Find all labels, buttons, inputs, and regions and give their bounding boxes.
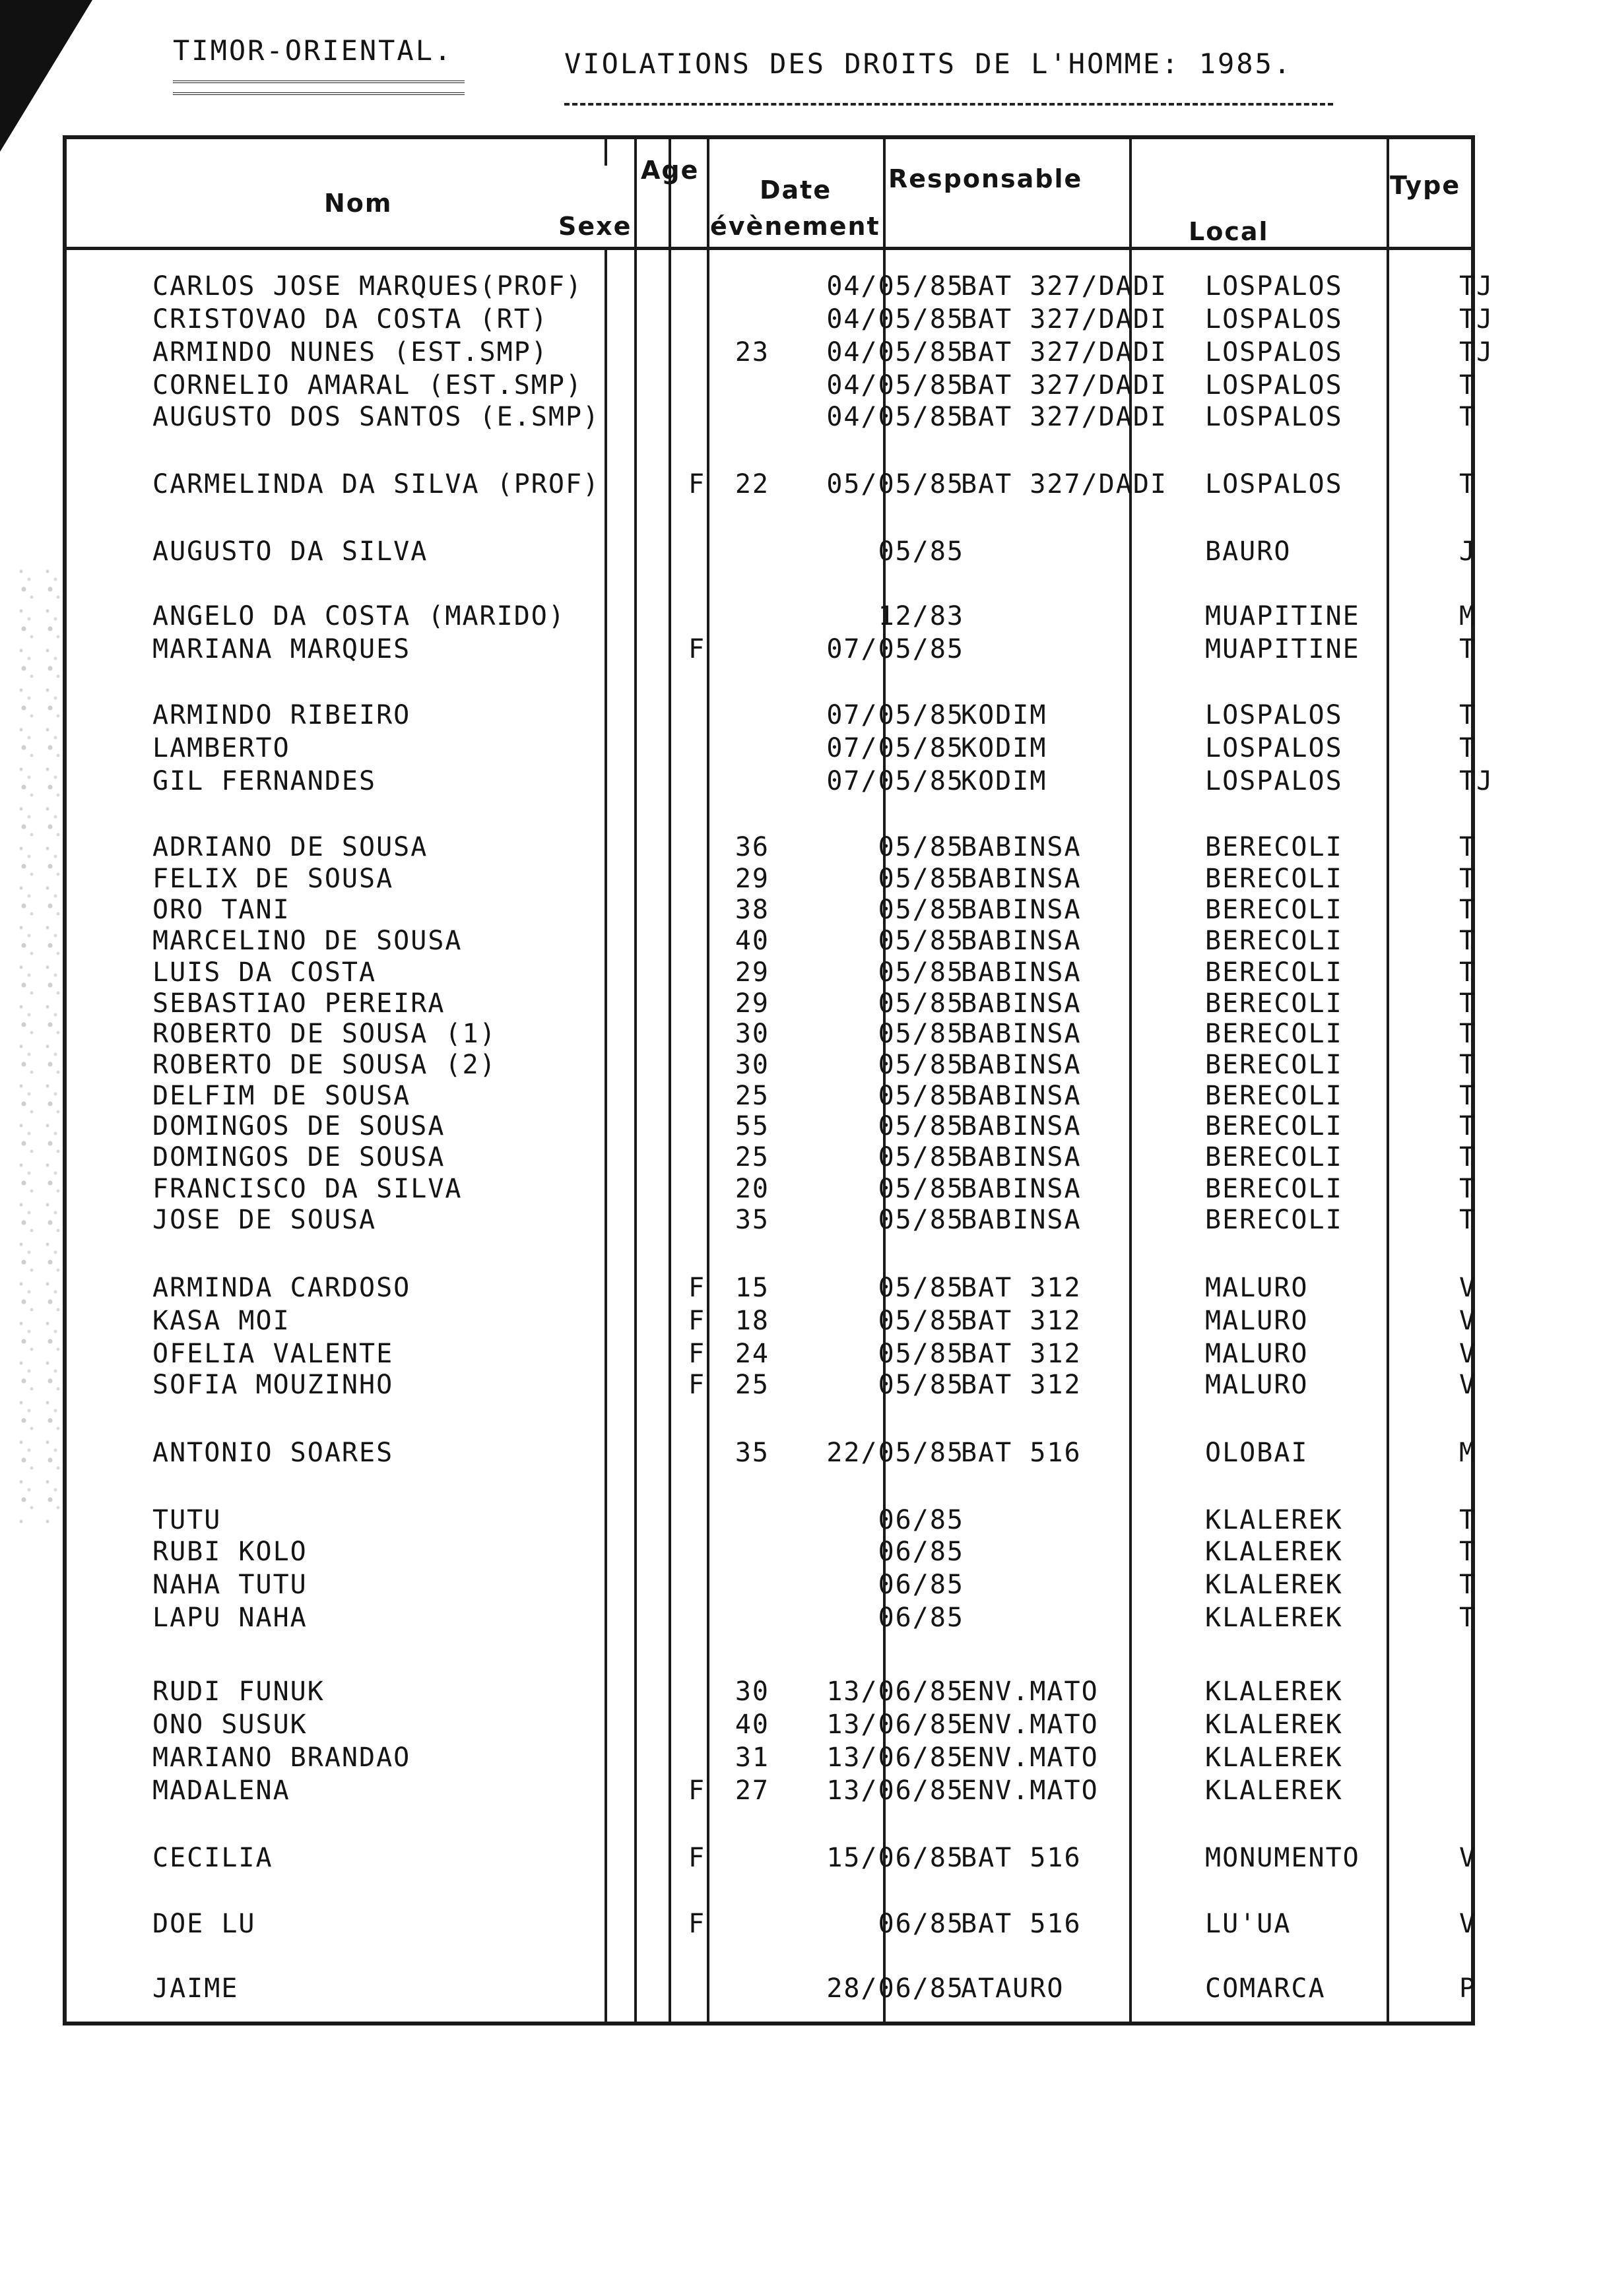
cell-date: 05/85 (878, 1306, 964, 1336)
cell-nom: LAMBERTO (152, 733, 290, 763)
cell-resp: KODIM (961, 733, 1047, 763)
cell-nom: JOSE DE SOUSA (152, 1205, 377, 1235)
cell-date: 13/06/85 (826, 1676, 964, 1707)
cell-nom: ONO SUSUK (152, 1709, 308, 1740)
table-row (67, 271, 1494, 304)
cell-age: 18 (735, 1306, 770, 1336)
cell-sexe: F (688, 1843, 706, 1873)
cell-local: KLALEREK (1205, 1505, 1343, 1535)
cell-type: M (1459, 601, 1477, 631)
table-row (67, 370, 1477, 403)
cell-type: T (1459, 733, 1477, 763)
scan-corner-mark (0, 0, 92, 152)
cell-local: BERECOLI (1205, 1205, 1343, 1235)
cell-local: COMARCA (1205, 1973, 1326, 2004)
cell-resp: ENV.MATO (961, 1676, 1099, 1707)
cell-local: MALURO (1205, 1339, 1309, 1369)
cell-local: KLALEREK (1205, 1742, 1343, 1773)
cell-nom: JAIME (152, 1973, 239, 2004)
cell-local: OLOBAI (1205, 1438, 1309, 1468)
cell-type: V (1459, 1909, 1477, 1939)
cell-local: BERECOLI (1205, 1019, 1343, 1049)
cell-date: 06/85 (878, 1570, 964, 1600)
cell-age: 23 (735, 337, 770, 367)
table-row (67, 1339, 1477, 1372)
cell-date: 06/85 (878, 1603, 964, 1633)
cell-local: MALURO (1205, 1370, 1309, 1400)
cell-age: 25 (735, 1142, 770, 1172)
cell-nom: NAHA TUTU (152, 1570, 308, 1600)
scan-noise (13, 567, 66, 1524)
table-row (67, 634, 1477, 667)
cell-resp: ATAURO (961, 1973, 1065, 2004)
table-row (67, 1505, 1477, 1538)
cell-local: BERECOLI (1205, 864, 1343, 894)
cell-nom: ANGELO DA COSTA (MARIDO) (152, 601, 566, 631)
header-age: Age (641, 156, 700, 185)
table-row (67, 1050, 1477, 1083)
cell-nom: MADALENA (152, 1775, 290, 1806)
cell-age: 36 (735, 832, 770, 862)
cell-nom: DOMINGOS DE SOUSA (152, 1142, 445, 1172)
cell-resp: BABINSA (961, 1111, 1082, 1141)
cell-nom: MARIANO BRANDAO (152, 1742, 411, 1773)
table-row (67, 601, 1477, 634)
table-row (67, 832, 1477, 865)
cell-nom: ROBERTO DE SOUSA (2) (152, 1050, 497, 1080)
cell-resp: BAT 312 (961, 1306, 1082, 1336)
cell-age: 25 (735, 1081, 770, 1111)
cell-age: 29 (735, 864, 770, 894)
cell-nom: ROBERTO DE SOUSA (1) (152, 1019, 497, 1049)
cell-type: T (1459, 1603, 1477, 1633)
cell-local: BERECOLI (1205, 1174, 1343, 1204)
cell-date: 28/06/85 (826, 1973, 964, 2004)
cell-local: MALURO (1205, 1306, 1309, 1336)
cell-resp: BABINSA (961, 1174, 1082, 1204)
cell-date: 04/05/85 (826, 402, 964, 432)
cell-local: BERECOLI (1205, 895, 1343, 925)
cell-type: T (1459, 1111, 1477, 1141)
table-row (67, 733, 1477, 766)
cell-type: T (1459, 864, 1477, 894)
cell-nom: RUBI KOLO (152, 1537, 308, 1567)
cell-nom: OFELIA VALENTE (152, 1339, 394, 1369)
cell-age: 22 (735, 469, 770, 499)
table-row (67, 1174, 1477, 1207)
cell-local: LOSPALOS (1205, 766, 1343, 796)
table-row (67, 957, 1477, 990)
cell-sexe: F (688, 469, 706, 499)
cell-resp: KODIM (961, 700, 1047, 730)
cell-resp: BABINSA (961, 1019, 1082, 1049)
cell-type: TJ (1459, 271, 1494, 302)
cell-type: TJ (1459, 304, 1494, 335)
cell-nom: ADRIANO DE SOUSA (152, 832, 428, 862)
header-nom: Nom (324, 189, 393, 218)
cell-resp: ENV.MATO (961, 1709, 1099, 1740)
cell-nom: FELIX DE SOUSA (152, 864, 394, 894)
cell-age: 24 (735, 1339, 770, 1369)
cell-sexe: F (688, 1273, 706, 1303)
cell-type: T (1459, 1205, 1477, 1235)
cell-date: 04/05/85 (826, 337, 964, 367)
cell-resp: ENV.MATO (961, 1742, 1099, 1773)
cell-type: T (1459, 1019, 1477, 1049)
cell-type: V (1459, 1370, 1477, 1400)
cell-date: 05/05/85 (826, 469, 964, 499)
table-row (67, 700, 1477, 733)
cell-resp: BABINSA (961, 1205, 1082, 1235)
table-row (67, 536, 1477, 569)
cell-type: T (1459, 988, 1477, 1019)
cell-sexe: F (688, 1306, 706, 1336)
table-row (67, 988, 1477, 1021)
table-row (67, 1537, 1477, 1570)
cell-date: 06/85 (878, 1505, 964, 1535)
table-row (67, 1603, 1477, 1636)
header-responsable: Responsable (888, 164, 1083, 193)
cell-age: 30 (735, 1019, 770, 1049)
cell-resp: KODIM (961, 766, 1047, 796)
cell-local: MALURO (1205, 1273, 1309, 1303)
cell-sexe: F (688, 634, 706, 664)
cell-date: 04/05/85 (826, 370, 964, 400)
cell-sexe: F (688, 1775, 706, 1806)
cell-type: T (1459, 700, 1477, 730)
cell-resp: BABINSA (961, 988, 1082, 1019)
cell-local: KLALEREK (1205, 1537, 1343, 1567)
cell-age: 27 (735, 1775, 770, 1806)
cell-nom: DELFIM DE SOUSA (152, 1081, 411, 1111)
table-row (67, 1742, 1471, 1775)
cell-resp: BAT 312 (961, 1339, 1082, 1369)
cell-nom: CRISTOVAO DA COSTA (RT) (152, 304, 548, 335)
table-row (67, 766, 1494, 799)
cell-type: T (1459, 1505, 1477, 1535)
cell-nom: LUIS DA COSTA (152, 957, 377, 988)
cell-type: T (1459, 469, 1477, 499)
cell-age: 35 (735, 1205, 770, 1235)
cell-nom: TUTU (152, 1505, 222, 1535)
cell-resp: BABINSA (961, 832, 1082, 862)
cell-age: 31 (735, 1742, 770, 1773)
table-row (67, 1570, 1477, 1603)
cell-date: 05/85 (878, 988, 964, 1019)
table-row (67, 926, 1477, 959)
cell-local: LOSPALOS (1205, 304, 1343, 335)
cell-age: 29 (735, 957, 770, 988)
cell-resp: BAT 327/DADI (961, 271, 1167, 302)
table-row (67, 1205, 1477, 1238)
cell-sexe: F (688, 1339, 706, 1369)
cell-local: LOSPALOS (1205, 370, 1343, 400)
cell-resp: BAT 327/DADI (961, 370, 1167, 400)
cell-date: 22/05/85 (826, 1438, 964, 1468)
cell-local: KLALEREK (1205, 1775, 1343, 1806)
cell-resp: BABINSA (961, 1081, 1082, 1111)
cell-resp: BAT 327/DADI (961, 469, 1167, 499)
table-row (67, 1843, 1477, 1876)
cell-date: 05/85 (878, 832, 964, 862)
cell-nom: LAPU NAHA (152, 1603, 308, 1633)
cell-local: MUAPITINE (1205, 634, 1360, 664)
cell-type: T (1459, 1174, 1477, 1204)
cell-age: 40 (735, 926, 770, 956)
cell-nom: MARCELINO DE SOUSA (152, 926, 463, 956)
cell-date: 12/83 (878, 601, 964, 631)
cell-type: V (1459, 1843, 1477, 1873)
cell-local: LOSPALOS (1205, 700, 1343, 730)
cell-date: 05/85 (878, 1273, 964, 1303)
cell-date: 13/06/85 (826, 1709, 964, 1740)
table-row (67, 1111, 1477, 1144)
cell-resp: BABINSA (961, 1050, 1082, 1080)
cell-nom: RUDI FUNUK (152, 1676, 325, 1707)
cell-date: 05/85 (878, 1019, 964, 1049)
cell-resp: ENV.MATO (961, 1775, 1099, 1806)
table-row (67, 1306, 1477, 1339)
header-sexe: Sexe (558, 212, 632, 241)
cell-nom: KASA MOI (152, 1306, 290, 1336)
cell-age: 30 (735, 1050, 770, 1080)
cell-type: T (1459, 957, 1477, 988)
cell-nom: SOFIA MOUZINHO (152, 1370, 394, 1400)
cell-age: 15 (735, 1273, 770, 1303)
cell-nom: ARMINDO RIBEIRO (152, 700, 411, 730)
cell-resp: BAT 327/DADI (961, 337, 1167, 367)
cell-date: 07/05/85 (826, 634, 964, 664)
header-type: Type (1390, 171, 1461, 200)
cell-local: KLALEREK (1205, 1676, 1343, 1707)
cell-date: 05/85 (878, 1174, 964, 1204)
header-date: Date (760, 175, 832, 205)
cell-date: 05/85 (878, 1111, 964, 1141)
cell-type: P (1459, 1973, 1477, 2004)
cell-resp: BAT 516 (961, 1438, 1082, 1468)
cell-local: BERECOLI (1205, 1111, 1343, 1141)
cell-local: MONUMENTO (1205, 1843, 1360, 1873)
table-row (67, 1273, 1477, 1306)
cell-resp: BAT 516 (961, 1909, 1082, 1939)
cell-nom: CECILIA (152, 1843, 273, 1873)
cell-sexe: F (688, 1909, 706, 1939)
cell-type: T (1459, 1142, 1477, 1172)
cell-date: 05/85 (878, 1205, 964, 1235)
cell-date: 07/05/85 (826, 733, 964, 763)
cell-local: LOSPALOS (1205, 733, 1343, 763)
cell-local: BAURO (1205, 536, 1292, 567)
cell-age: 25 (735, 1370, 770, 1400)
cell-type: T (1459, 926, 1477, 956)
cell-date: 06/85 (878, 1537, 964, 1567)
header-divider (67, 247, 1471, 250)
cell-local: KLALEREK (1205, 1709, 1343, 1740)
cell-nom: AUGUSTO DA SILVA (152, 536, 428, 567)
cell-local: BERECOLI (1205, 926, 1343, 956)
cell-nom: ARMINDO NUNES (EST.SMP) (152, 337, 548, 367)
cell-age: 29 (735, 988, 770, 1019)
column-divider (605, 139, 607, 166)
cell-nom: CARLOS JOSE MARQUES(PROF) (152, 271, 583, 302)
cell-age: 35 (735, 1438, 770, 1468)
cell-date: 15/06/85 (826, 1843, 964, 1873)
cell-nom: ANTONIO SOARES (152, 1438, 394, 1468)
cell-sexe: F (688, 1370, 706, 1400)
title-underline (173, 80, 465, 95)
cell-date: 05/85 (878, 864, 964, 894)
cell-date: 05/85 (878, 1081, 964, 1111)
cell-nom: MARIANA MARQUES (152, 634, 411, 664)
table-row (67, 895, 1477, 928)
cell-local: BERECOLI (1205, 832, 1343, 862)
cell-type: V (1459, 1273, 1477, 1303)
cell-resp: BABINSA (961, 895, 1082, 925)
cell-type: V (1459, 1339, 1477, 1369)
cell-resp: BAT 327/DADI (961, 304, 1167, 335)
cell-date: 13/06/85 (826, 1742, 964, 1773)
cell-date: 07/05/85 (826, 700, 964, 730)
cell-age: 20 (735, 1174, 770, 1204)
table-row (67, 1370, 1477, 1403)
document-title: TIMOR-ORIENTAL. (173, 34, 453, 67)
table-row (67, 1709, 1471, 1742)
table-row (67, 1775, 1471, 1808)
cell-age: 55 (735, 1111, 770, 1141)
cell-local: MUAPITINE (1205, 601, 1360, 631)
cell-date: 04/05/85 (826, 304, 964, 335)
cell-date: 07/05/85 (826, 766, 964, 796)
cell-type: TJ (1459, 337, 1494, 367)
cell-type: T (1459, 370, 1477, 400)
table-row (67, 402, 1477, 435)
cell-type: J (1459, 536, 1477, 567)
cell-local: BERECOLI (1205, 988, 1343, 1019)
cell-resp: BAT 312 (961, 1273, 1082, 1303)
cell-type: T (1459, 1050, 1477, 1080)
header-local: Local (1189, 217, 1269, 246)
cell-local: KLALEREK (1205, 1603, 1343, 1633)
cell-resp: BAT 312 (961, 1370, 1082, 1400)
cell-date: 05/85 (878, 957, 964, 988)
cell-type: T (1459, 1570, 1477, 1600)
cell-type: T (1459, 832, 1477, 862)
cell-resp: BABINSA (961, 926, 1082, 956)
subtitle-underline (564, 103, 1333, 106)
cell-nom: DOMINGOS DE SOUSA (152, 1111, 445, 1141)
cell-resp: BABINSA (961, 1142, 1082, 1172)
cell-date: 06/85 (878, 1909, 964, 1939)
cell-nom: AUGUSTO DOS SANTOS (E.SMP) (152, 402, 601, 432)
cell-age: 30 (735, 1676, 770, 1707)
table-row (67, 864, 1477, 897)
cell-age: 38 (735, 895, 770, 925)
cell-local: BERECOLI (1205, 1050, 1343, 1080)
cell-nom: SEBASTIAO PEREIRA (152, 988, 445, 1019)
cell-local: LOSPALOS (1205, 337, 1343, 367)
cell-nom: ORO TANI (152, 895, 290, 925)
cell-nom: FRANCISCO DA SILVA (152, 1174, 463, 1204)
table-row (67, 1438, 1477, 1471)
cell-local: LU'UA (1205, 1909, 1292, 1939)
cell-resp: BABINSA (961, 864, 1082, 894)
cell-resp: BABINSA (961, 957, 1082, 988)
cell-type: T (1459, 895, 1477, 925)
table-row (67, 1142, 1477, 1175)
cell-date: 05/85 (878, 1050, 964, 1080)
cell-local: KLALEREK (1205, 1570, 1343, 1600)
cell-nom: ARMINDA CARDOSO (152, 1273, 411, 1303)
cell-local: BERECOLI (1205, 1081, 1343, 1111)
cell-local: LOSPALOS (1205, 402, 1343, 432)
cell-date: 05/85 (878, 1370, 964, 1400)
cell-date: 05/85 (878, 536, 964, 567)
cell-date: 05/85 (878, 1142, 964, 1172)
cell-local: BERECOLI (1205, 957, 1343, 988)
cell-type: V (1459, 1306, 1477, 1336)
cell-type: T (1459, 402, 1477, 432)
table-row (67, 1973, 1477, 2006)
document-subtitle: VIOLATIONS DES DROITS DE L'HOMME: 1985. (564, 48, 1293, 80)
table-row (67, 337, 1494, 370)
table-row (67, 1676, 1471, 1709)
cell-resp: BAT 516 (961, 1843, 1082, 1873)
cell-date: 05/85 (878, 1339, 964, 1369)
cell-nom: CARMELINDA DA SILVA (PROF) (152, 469, 601, 499)
table-row (67, 1081, 1477, 1114)
cell-type: T (1459, 634, 1477, 664)
cell-local: LOSPALOS (1205, 469, 1343, 499)
cell-age: 40 (735, 1709, 770, 1740)
cell-type: TJ (1459, 766, 1494, 796)
cell-date: 05/85 (878, 926, 964, 956)
header-date-evenement: évènement (710, 212, 880, 241)
table-row (67, 304, 1494, 337)
cell-type: T (1459, 1081, 1477, 1111)
cell-nom: CORNELIO AMARAL (EST.SMP) (152, 370, 583, 400)
cell-local: LOSPALOS (1205, 271, 1343, 302)
cell-date: 13/06/85 (826, 1775, 964, 1806)
cell-nom: GIL FERNANDES (152, 766, 377, 796)
violations-table (63, 135, 1494, 2025)
cell-date: 04/05/85 (826, 271, 964, 302)
table-row (67, 469, 1477, 502)
cell-resp: BAT 327/DADI (961, 402, 1167, 432)
cell-date: 05/85 (878, 895, 964, 925)
cell-local: BERECOLI (1205, 1142, 1343, 1172)
cell-type: M (1459, 1438, 1477, 1468)
table-row (67, 1909, 1477, 1942)
table-row (67, 1019, 1477, 1052)
cell-type: T (1459, 1537, 1477, 1567)
cell-nom: DOE LU (152, 1909, 256, 1939)
